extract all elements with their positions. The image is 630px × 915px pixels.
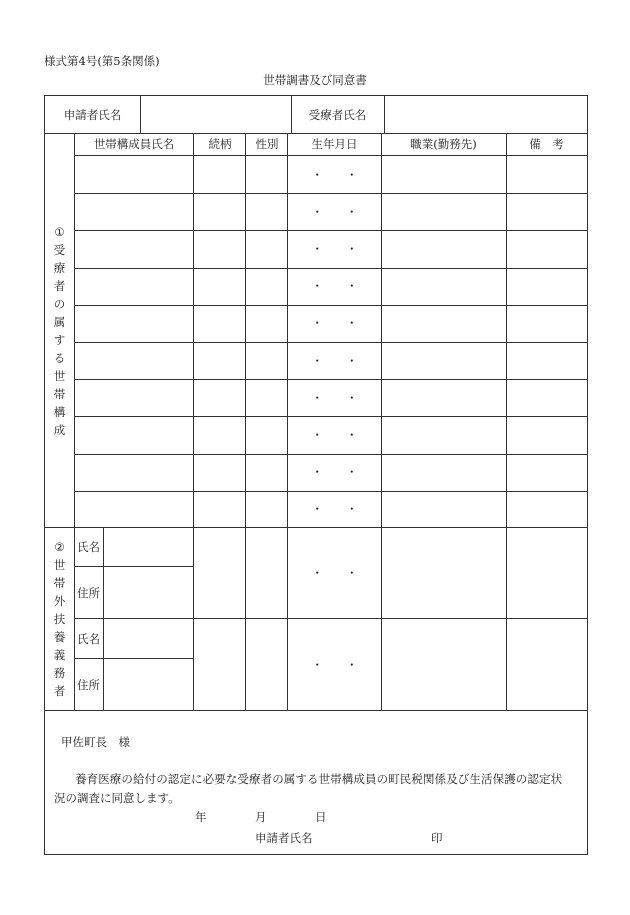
row-divider <box>74 416 587 417</box>
applicant-name-field[interactable] <box>141 96 291 133</box>
label-char: 務 <box>53 666 66 680</box>
seal-label: 印 <box>431 831 443 845</box>
divider <box>193 133 194 710</box>
label-char: す <box>53 332 66 347</box>
birthdate-field[interactable]: ・ ・ <box>311 279 358 294</box>
birthdate-field[interactable]: ・ ・ <box>311 427 358 442</box>
form-title: 世帯調書及び同意書 <box>263 73 367 87</box>
date-year-label: 年 <box>195 810 207 824</box>
label-char: ① <box>54 224 65 239</box>
birthdate-field[interactable]: ・ ・ <box>311 167 358 182</box>
label-char: 扶 <box>53 612 66 626</box>
label-char: 外 <box>53 594 66 608</box>
row-divider <box>74 305 587 306</box>
form-number: 様式第4号(第5条関係) <box>44 54 160 68</box>
label-char: 受 <box>53 242 66 257</box>
consent-text-line1: 養育医療の給付の認定に必要な受療者の属する世帯構成員の町民税関係及び生活保護の認定状 <box>75 772 563 786</box>
col-birthdate: 生年月日 <box>311 137 358 151</box>
label-char: 構 <box>53 404 66 419</box>
outside2-address-label: 住所 <box>77 677 100 692</box>
recipient-label: 受療者氏名 <box>308 107 367 122</box>
outside2-birthdate[interactable]: ・ ・ <box>311 657 358 672</box>
label-char: 者 <box>53 278 66 293</box>
row-divider <box>74 379 587 380</box>
section1-label <box>45 134 74 527</box>
addressee: 甲佐町長 様 <box>61 735 130 749</box>
label-char: 者 <box>53 684 66 698</box>
outside1-birthdate[interactable]: ・ ・ <box>311 566 358 580</box>
divider <box>103 528 104 710</box>
label-char: 世 <box>53 558 66 572</box>
section2-label <box>45 528 74 710</box>
applicant-label: 申請者氏名 <box>63 107 122 122</box>
row-divider <box>74 454 587 455</box>
birthdate-field[interactable]: ・ ・ <box>311 465 358 480</box>
label-char: 世 <box>53 368 66 383</box>
label-char: の <box>53 296 66 311</box>
row-divider <box>74 342 587 343</box>
label-char: 属 <box>53 314 66 329</box>
outside1-address-label: 住所 <box>77 585 100 600</box>
birthdate-field[interactable]: ・ ・ <box>311 353 358 368</box>
col-relation: 続柄 <box>208 137 232 151</box>
col-name: 世帯構成員氏名 <box>93 137 175 151</box>
birthdate-field[interactable]: ・ ・ <box>311 241 358 256</box>
col-remarks: 備 考 <box>529 137 564 151</box>
label-char: 帯 <box>53 386 66 401</box>
recipient-name-field[interactable] <box>385 96 587 133</box>
signature-label: 申請者氏名 <box>255 831 313 845</box>
row-divider <box>74 230 587 231</box>
col-sex: 性別 <box>255 137 279 151</box>
divider <box>245 133 246 710</box>
divider <box>506 133 507 710</box>
label-char: 帯 <box>53 576 66 590</box>
divider <box>74 133 75 710</box>
divider <box>381 133 382 710</box>
divider <box>45 710 587 711</box>
row-divider <box>74 193 587 194</box>
outside1-name-label: 氏名 <box>77 540 100 554</box>
consent-text-line2: 況の調査に同意します。 <box>54 791 180 805</box>
date-month-label: 月 <box>255 810 267 824</box>
form-frame <box>44 95 588 855</box>
date-day-label: 日 <box>315 810 327 824</box>
label-char: る <box>53 350 66 365</box>
col-occupation: 職業(勤務先) <box>410 137 477 151</box>
label-char: 成 <box>53 422 66 437</box>
birthdate-field[interactable]: ・ ・ <box>311 390 358 405</box>
birthdate-field[interactable]: ・ ・ <box>311 204 358 219</box>
birthdate-field[interactable]: ・ ・ <box>311 316 358 331</box>
label-char: ② <box>54 540 65 554</box>
row-divider <box>74 268 587 269</box>
outside2-name-label: 氏名 <box>77 631 100 646</box>
row-divider <box>74 491 587 492</box>
label-char: 義 <box>53 648 66 662</box>
label-char: 養 <box>53 630 66 644</box>
birthdate-field[interactable]: ・ ・ <box>311 502 358 517</box>
label-char: 療 <box>53 260 66 275</box>
